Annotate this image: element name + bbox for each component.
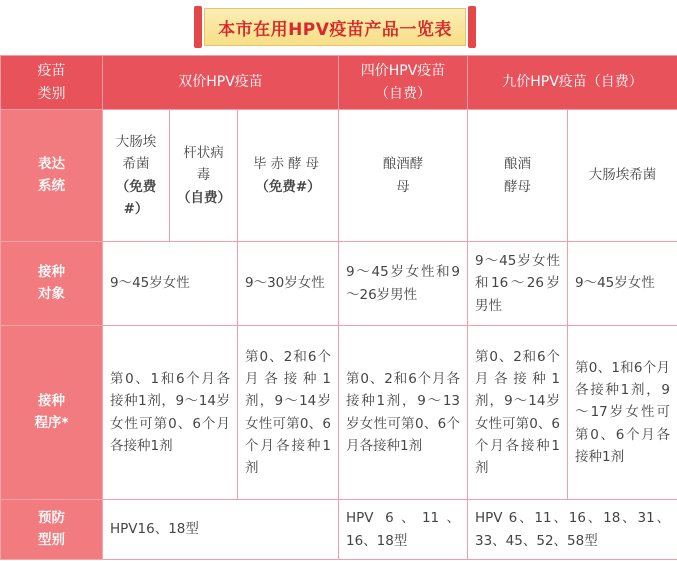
row-schedule: [1, 326, 677, 500]
row-prevention: [1, 500, 677, 560]
row-label-prevention: 预防 型别: [1, 500, 103, 560]
cell-expression-c1-name: 大肠埃希菌: [115, 133, 157, 173]
cell-schedule-c3: 第0、2和6个月各接种1剂，9～14岁女性可第0、6个月各接种1剂: [238, 326, 339, 500]
cell-schedule-c4: 第0、2和6个月各接种1剂，9～13岁女性可第0、6个月各接种1剂: [339, 326, 468, 500]
cell-expression-c6: 大肠埃希菌: [568, 110, 677, 242]
cell-target-c5: 9～45岁女性和16～26岁男性: [468, 242, 568, 326]
row-expression: [1, 110, 677, 242]
row-target: [1, 242, 677, 326]
header-bivalent: 双价HPV疫苗: [103, 56, 339, 110]
cell-expression-c1: [103, 110, 170, 242]
cell-expression-c2-note: （自费）: [177, 189, 231, 206]
cell-target-c6: 9～45岁女性: [568, 242, 677, 326]
cell-expression-c2: [170, 110, 238, 242]
cell-prevention-c56: HPV 6、11、16、18、31、33、45、52、58型: [468, 500, 677, 560]
cell-schedule-c6: 第0、1和6个月各接种1剂，9～17岁女性可第0、6个月各接种1剂: [568, 326, 677, 500]
title-tab-right: [468, 6, 476, 48]
cell-target-c4: 9～45岁女性和9～26岁男性: [339, 242, 468, 326]
row-label-expression: 表达 系统: [1, 110, 103, 242]
header-row: [1, 56, 677, 110]
cell-prevention-c123: HPV16、18型: [103, 500, 339, 560]
cell-expression-c3-note: （免费#）: [255, 178, 321, 195]
cell-expression-c1-note: （免费#）: [115, 178, 157, 217]
title-banner: [194, 6, 476, 48]
cell-prevention-c4: HPV 6、11、16、18型: [339, 500, 468, 560]
cell-expression-c3: [238, 110, 339, 242]
cell-expression-c4: 酿酒酵母: [339, 110, 468, 242]
page-title: 本市在用HPV疫苗产品一览表: [204, 8, 466, 46]
row-label-target: 接种 对象: [1, 242, 103, 326]
cell-target-c3: 9～30岁女性: [238, 242, 339, 326]
header-quadrivalent: 四价HPV疫苗（自费）: [339, 56, 468, 110]
cell-schedule-c12: 第0、1和6个月各接种1剂，9～14岁女性可第0、6个月各接种1剂: [103, 326, 238, 500]
header-nonavalent: 九价HPV疫苗（自费）: [468, 56, 677, 110]
cell-expression-c2-name: 杆状病毒: [183, 145, 224, 184]
row-label-schedule: 接种 程序*: [1, 326, 103, 500]
cell-target-c12: 9～45岁女性: [103, 242, 238, 326]
hpv-vaccine-table: [0, 55, 677, 560]
title-tab-left: [194, 6, 202, 48]
cell-expression-c3-name: 毕赤酵母: [253, 156, 323, 173]
cell-schedule-c5: 第0、2和6个月各接种1剂，9～14岁女性可第0、6个月各接种1剂: [468, 326, 568, 500]
cell-expression-c5: 酿酒酵母: [468, 110, 568, 242]
header-category: 疫苗 类别: [1, 56, 103, 110]
